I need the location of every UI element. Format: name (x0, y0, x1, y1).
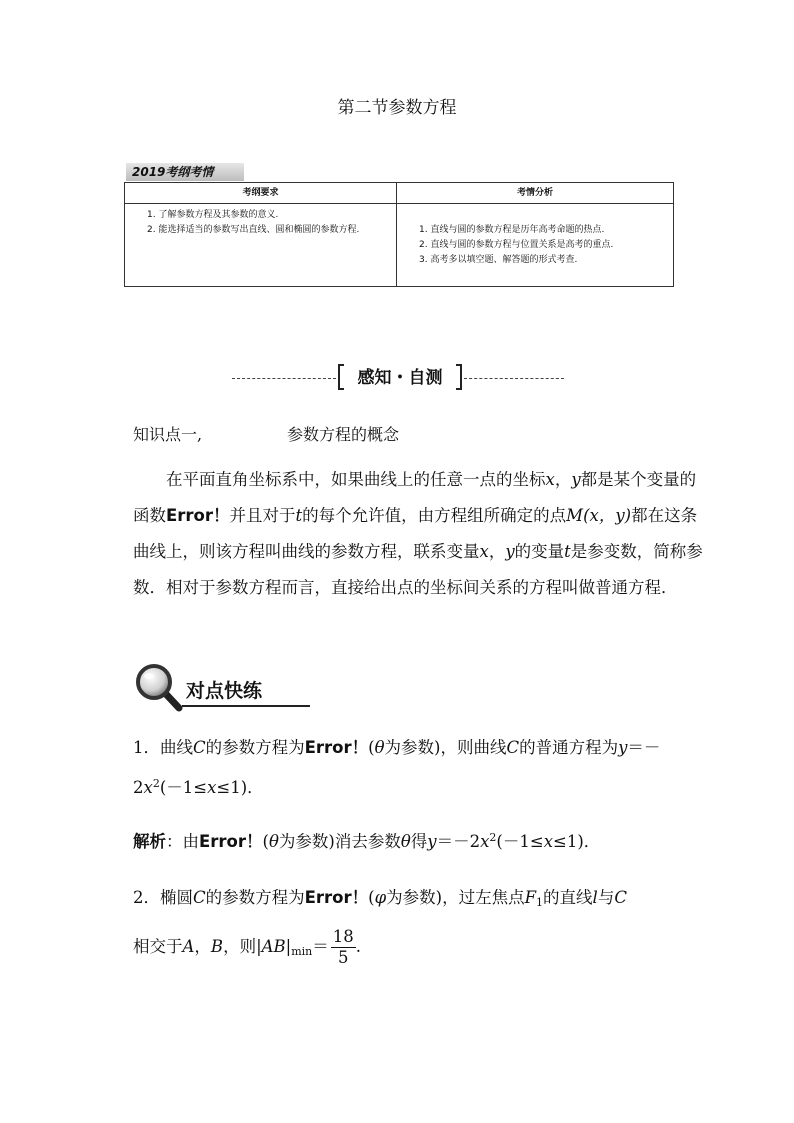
fraction (331, 927, 356, 968)
point-M: M (566, 506, 584, 525)
text: 相交于 (133, 937, 183, 956)
text: (－1≤ (159, 778, 208, 797)
var-theta: θ (374, 738, 385, 757)
text: 的直线 (543, 888, 593, 907)
text: 为参数)，则曲线 (384, 738, 507, 757)
text: ≤1)． (553, 832, 601, 851)
table-header-divider (125, 203, 673, 204)
text: 并且对于 (229, 506, 296, 525)
banner-dash-left (232, 378, 336, 379)
text: ，则| (223, 937, 262, 956)
var-B: B (210, 937, 224, 956)
var-theta: θ (268, 832, 279, 851)
text: ( (368, 738, 375, 757)
analysis-label: 解析 (133, 832, 166, 851)
text: 为参数)消去参数 (278, 832, 401, 851)
var-x: x (543, 832, 553, 851)
fraction-numerator: 18 (332, 927, 354, 946)
text: . (355, 937, 362, 956)
exam-requirements-list (147, 208, 359, 238)
requirement-item: 1. 了解参数方程及其参数的意义. (147, 210, 279, 220)
analysis-item: 2. 直线与圆的参数方程与位置关系是高考的重点. (419, 240, 614, 250)
text: 1．曲线 (133, 738, 193, 757)
var-F: F (524, 888, 537, 907)
text: ( (262, 832, 269, 851)
knowledge-point-title: 参数方程的概念 (287, 425, 400, 444)
text: ＝－2 (133, 738, 661, 797)
fraction-denominator: 5 (338, 948, 349, 967)
text: 都是某个变量的函数 (133, 470, 697, 525)
text: 为参数)，过左焦点 (386, 888, 525, 907)
question-1 (133, 730, 703, 806)
point-coords: (x，y) (583, 506, 632, 525)
practice-underline (182, 705, 310, 707)
var-C: C (506, 738, 520, 757)
question-2 (133, 876, 703, 974)
text: ≤1)． (216, 778, 264, 797)
text: ：由 (166, 832, 199, 851)
exam-requirements-header: 考纲要求 (242, 188, 279, 198)
var-y: y (505, 542, 515, 561)
var-x: x (143, 778, 153, 797)
text: ＝ (312, 937, 329, 956)
text: 是参变数，简称参数．相对于参数方程而言，直接给出点的坐标间关系的方程叫做普通方程． (133, 542, 703, 597)
text: ， (554, 470, 572, 489)
section-banner: 感知・自测 (357, 368, 443, 388)
text: 的参数方程为 (205, 738, 305, 757)
text: ， (488, 542, 506, 561)
text: ( (368, 888, 375, 907)
var-C: C (193, 738, 206, 757)
text: 在平面直角坐标系中，如果曲线上的任意一点的坐标 (166, 470, 546, 489)
subscript-min: min (291, 945, 313, 958)
var-theta: θ (400, 832, 411, 851)
var-AB: AB (261, 937, 286, 956)
subscript: 1 (536, 896, 544, 909)
analysis-item: 1. 直线与圆的参数方程是历年高考命题的热点. (419, 225, 605, 235)
var-y: y (618, 738, 628, 757)
exam-outline-tag: 2019考纲考情 (126, 163, 244, 181)
concept-paragraph (133, 462, 703, 606)
var-A: A (182, 937, 195, 956)
banner-dash-right (464, 378, 564, 379)
var-x: x (207, 778, 217, 797)
var-C: C (614, 888, 627, 907)
var-x: x (479, 542, 489, 561)
analysis-paragraph (133, 820, 703, 860)
magnifier-icon (132, 660, 188, 716)
text: (－1≤ (496, 832, 544, 851)
text: 的参数方程为 (205, 888, 305, 907)
var-phi: φ (374, 888, 387, 907)
exponent: 2 (489, 831, 497, 844)
requirement-item: 2. 能选择适当的参数写出直线、圆和椭圆的参数方程. (147, 225, 360, 235)
var-C: C (193, 888, 206, 907)
var-y: y (571, 470, 581, 489)
text: ＝－2 (436, 832, 481, 851)
var-t: t (295, 506, 303, 525)
exam-outline-table (124, 182, 674, 287)
var-x: x (480, 832, 490, 851)
practice-label: 对点快练 (186, 680, 263, 702)
text: 得 (410, 832, 428, 851)
exponent: 2 (152, 777, 160, 790)
exam-analysis-header: 考情分析 (516, 188, 553, 198)
text: ， (194, 937, 211, 956)
exam-analysis-list (419, 223, 613, 268)
text: 2．椭圆 (133, 888, 193, 907)
text: 的变量 (514, 542, 565, 561)
table-column-divider (396, 183, 397, 286)
analysis-item: 3. 高考多以填空题、解答题的形式考查. (419, 255, 578, 265)
text: 都在这条曲线上，则该方程叫曲线的参数方程，联系变量 (133, 506, 698, 561)
page-title: 第二节参数方程 (337, 98, 457, 118)
text: 与 (597, 888, 615, 907)
var-y: y (427, 832, 437, 851)
error-placeholder: Error！ (166, 506, 230, 525)
knowledge-point-label: 知识点一, (133, 425, 203, 444)
var-l: l (592, 888, 598, 907)
banner-bracket-right (456, 364, 462, 390)
text: 的普通方程为 (519, 738, 619, 757)
error-placeholder: Error！ (304, 888, 369, 907)
error-placeholder: Error！ (304, 738, 369, 757)
error-placeholder: Error！ (199, 832, 263, 851)
var-t: t (564, 542, 571, 561)
text: | (285, 937, 292, 956)
text: 的每个允许值，由方程组所确定的点 (302, 506, 567, 525)
var-x: x (545, 470, 555, 489)
